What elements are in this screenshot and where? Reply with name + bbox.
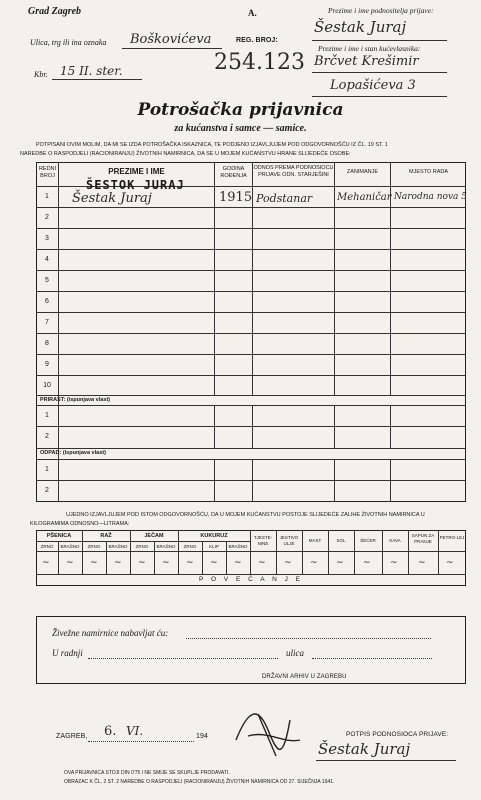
place-label: ZAGREB,	[56, 733, 88, 740]
stock-value: ~	[210, 558, 218, 568]
col-header-occupation: ZANIMANJE	[346, 169, 379, 175]
owner-label: Prezime i ime i stan kućevlasnika:	[318, 44, 421, 53]
increase-label: P O V E Ć A N J E	[199, 576, 303, 583]
signature-value: Šestak Juraj	[318, 740, 411, 758]
street-label: Ulica, trg ili ina oznaka	[30, 38, 107, 47]
form-letter: A.	[248, 8, 257, 18]
name-stamp: ŠESTOK JURAJ	[86, 178, 185, 192]
person-year: 1915	[219, 190, 253, 205]
intro-line-1: POTPISANI OVIM MOLIM, DA MI SE IZDA POTROŠAČKA ISKAZNICA, TE PODJENO IZJAVLJUJEM POD ODGOVORNOŠĆU IZ ČL. 19 ST. 1	[36, 142, 388, 148]
shop-line-label: Živežne namirnice nabavljat ću:	[52, 628, 169, 638]
stock-line-2: KILOGRAMIMA ODNOSNO—LITRAMA:	[30, 521, 130, 527]
stock-value: ~	[42, 558, 50, 568]
stock-value: ~	[234, 558, 242, 568]
stock-value: ~	[446, 558, 454, 568]
stock-value: ~	[418, 558, 426, 568]
date-month: VI.	[126, 724, 144, 738]
row-number: 9	[45, 361, 49, 368]
person-workplace: Narodna nova 5	[394, 192, 467, 202]
stock-value: ~	[258, 558, 266, 568]
reg-label: REG. BROJ:	[236, 37, 278, 44]
owner-address: Lopašićeva 3	[330, 78, 416, 93]
applicant-label: Prezime i ime podnositelja prijave:	[328, 6, 434, 15]
stock-value: ~	[114, 558, 122, 568]
col-header-relation: ODNOS PREMA PODNOSIOCU PRIJAVE ODN. STARJEŠINI	[253, 165, 334, 178]
row-number: 5	[45, 277, 49, 284]
stock-value: ~	[363, 558, 371, 568]
city-label: Grad Zagreb	[28, 6, 82, 17]
stock-other: PETRO-LEJ	[439, 535, 465, 540]
odpad-row-number: 2	[45, 487, 49, 494]
footer-note-2: OBRAZAC K ČL. 2 ST. 2 NAREDBE O RASPODJELI (RACIONIRANJU) ŽIVOTNIH NAMIRNICA OD 27. SIJEČNJA 1941.	[64, 779, 335, 785]
row-number: 4	[45, 256, 49, 263]
date-day: 6.	[104, 724, 117, 739]
stock-other: JESTIVO ULJE	[279, 535, 299, 546]
kbr-label: Kbr.	[34, 70, 48, 79]
col-header-workplace: MJESTO RADA	[408, 169, 448, 175]
shop-box	[36, 616, 466, 684]
stock-value: ~	[336, 558, 344, 568]
form-title: Potrošačka prijavnica	[137, 100, 344, 120]
odpad-row-number: 1	[45, 466, 49, 473]
person-occupation: Mehaničar	[337, 192, 392, 203]
col-header-name: PREZIME I IME	[108, 167, 165, 176]
stock-other: ŠEĆER	[360, 538, 376, 543]
stock-value: ~	[310, 558, 318, 568]
col-header-year: GODINA ROĐENJA	[220, 166, 247, 179]
stock-other: SOL	[336, 538, 346, 543]
stock-other: SAPUN ZA PRANJE	[411, 533, 435, 544]
stock-group-psenica: PŠENICA	[46, 533, 72, 539]
row-number: 8	[45, 340, 49, 347]
stock-sub: ZRNO	[87, 544, 101, 549]
stock-value: ~	[186, 558, 194, 568]
stock-value: ~	[90, 558, 98, 568]
owner-value: Brčvet Krešimir	[314, 54, 419, 69]
stock-sub: BRAŠNO	[108, 544, 128, 549]
stock-group-kukuruz: KUKURUZ	[200, 533, 228, 539]
stock-value: ~	[284, 558, 292, 568]
stock-sub: BRAŠNO	[156, 544, 176, 549]
stock-other: TJESTE-NINE	[253, 535, 273, 546]
stock-line-1: UJEDNO IZJAVLJUJEM POD ISTOM ODGOVORNOŠĆU, DA U MOJEM KUĆANSTVU POSTOJE SLIJEDEĆE ZALIHE ŽIVOTNIH NAMIRNICA U	[66, 512, 425, 518]
row-number: 1	[45, 193, 49, 200]
official-signature	[228, 700, 308, 762]
row-number: 2	[45, 214, 49, 221]
odpad-label: ODPAD: (ispunjava vlast)	[40, 450, 106, 456]
stock-sub: ZRNO	[135, 544, 149, 549]
stock-sub: BRAŠNO	[228, 544, 248, 549]
shop-radnja-label: U radnji	[52, 648, 83, 658]
row-number: 7	[45, 319, 49, 326]
stock-sub: BRAŠNO	[60, 544, 80, 549]
prirast-row-number: 1	[45, 412, 49, 419]
footer-note-1: OVA PRIJAVNICA STOJI DIN 0'75 I NE SMIJE SE SKUPLJE PRODAVATI.	[64, 770, 230, 776]
stock-other: MAST	[308, 538, 322, 543]
shop-ulica-label: ulica	[286, 648, 304, 658]
stock-sub: ZRNO	[183, 544, 197, 549]
applicant-value: Šestak Juraj	[314, 18, 407, 36]
row-number: 6	[45, 298, 49, 305]
kbr-value: 15 II. ster.	[60, 64, 123, 78]
stock-group-raz: RAŽ	[100, 533, 112, 539]
stock-group-jecam: JEČAM	[144, 533, 164, 539]
prirast-label: PRIRAST: (ispunjava vlast)	[40, 397, 110, 403]
street-value: Boškovićeva	[130, 32, 212, 47]
year-label: 194	[196, 733, 208, 740]
stock-value: ~	[66, 558, 74, 568]
row-number: 10	[43, 382, 51, 389]
person-relation: Podstanar	[256, 192, 313, 205]
archive-stamp: DRŽAVNI ARHIV U ZAGREBU	[262, 674, 347, 680]
prirast-row-number: 2	[45, 433, 49, 440]
reg-value: 254.123	[214, 50, 305, 75]
stock-sub: ZRNO	[40, 544, 54, 549]
col-header-no: REDNI BROJ	[38, 166, 57, 179]
stock-value: ~	[390, 558, 398, 568]
stock-value: ~	[162, 558, 170, 568]
person-name: Šestak Juraj	[72, 191, 152, 206]
signature-label: POTPIS PODNOSIOCA PRIJAVE:	[346, 731, 449, 738]
form-subtitle: za kućanstva i samce — samice.	[174, 123, 307, 134]
stock-sub: KLIP	[209, 544, 219, 549]
row-number: 3	[45, 235, 49, 242]
stock-other: KAVA	[389, 538, 401, 543]
intro-line-2: NAREDBE O RASPODJELI (RACIONIRANJU) ŽIVOTNIH NAMIRNICA, DA SE U MOJEM KUĆANSTVU HRANE SLIJEDEĆE OSOBE:	[20, 151, 351, 157]
stock-value: ~	[138, 558, 146, 568]
